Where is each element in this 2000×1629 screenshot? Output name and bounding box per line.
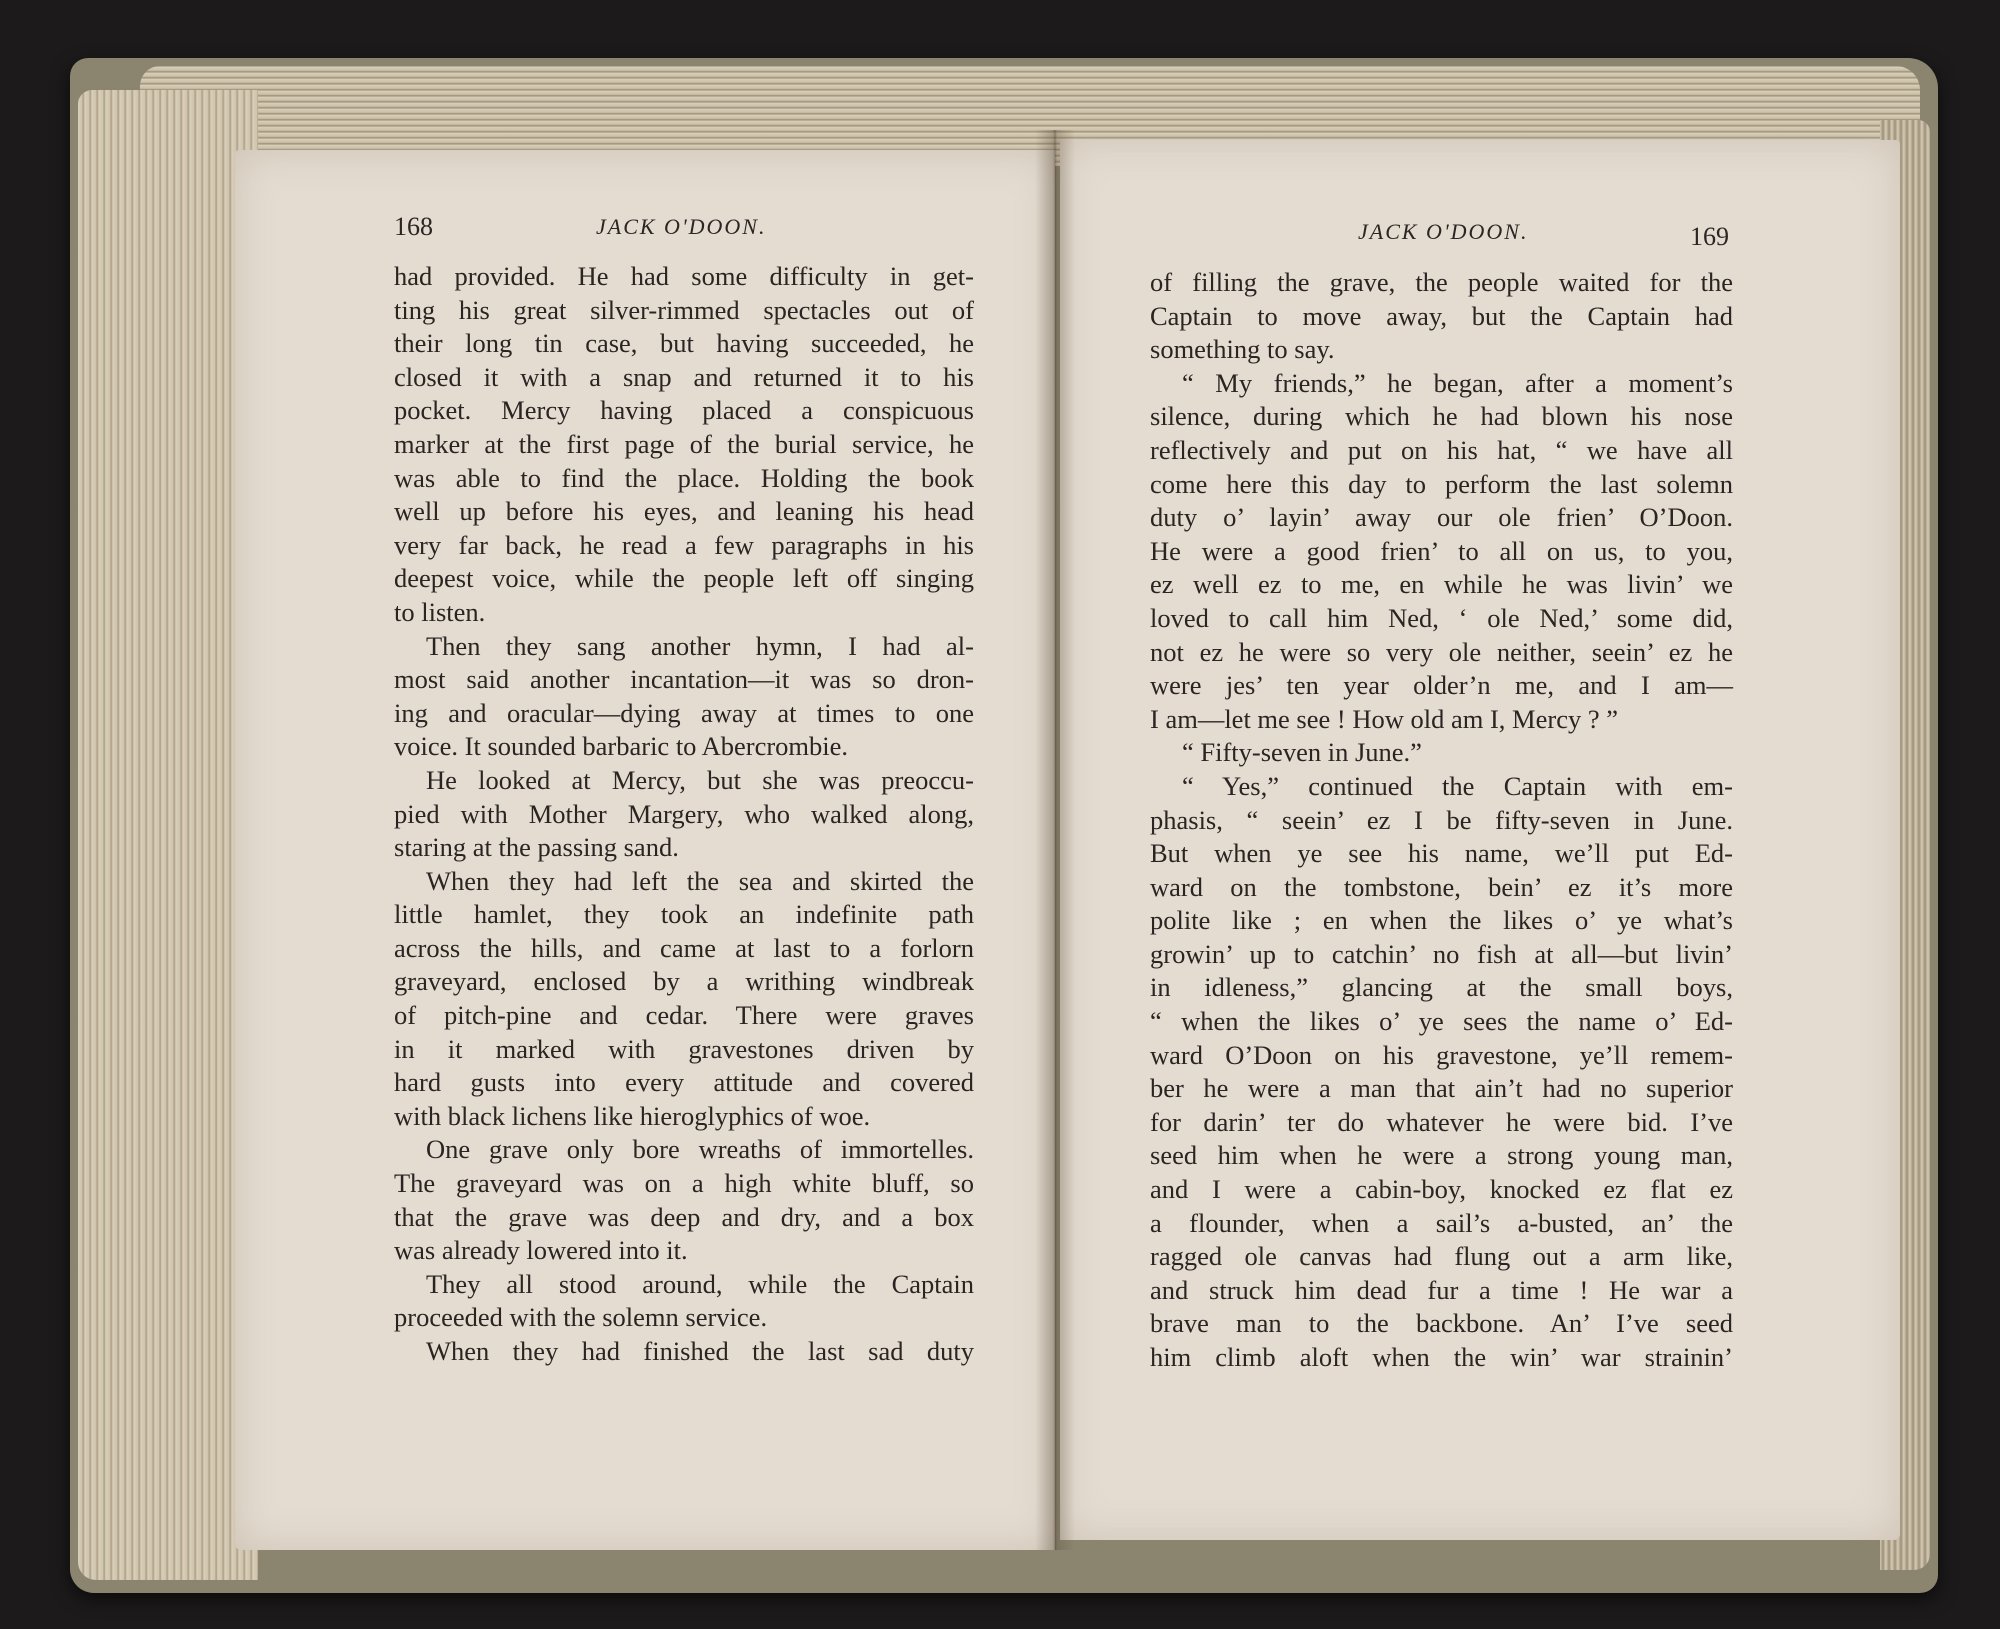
text-line: across the hills, and came at last to a forlorn [394, 932, 974, 963]
text-line: “ Yes,” continued the Captain with em- [1182, 770, 1733, 801]
text-line: ward O’Doon on his gravestone, ye’ll remem- [1150, 1039, 1733, 1070]
text-line: “ when the likes o’ ye sees the name o’ Ed- [1150, 1006, 1733, 1037]
text-line: a flounder, when a sail’s a-busted, an’ the [1150, 1207, 1733, 1238]
text-line: most said another incantation—it was so dron- [394, 664, 974, 695]
text-line: growin’ up to catchin’ no fish at all—but livin’ [1150, 938, 1733, 969]
text-line: little hamlet, they took an indefinite path [394, 899, 974, 930]
text-line: well up before his eyes, and leaning his head [394, 496, 974, 527]
text-line: not ez he were so very ole neither, seein’ ez he [1150, 636, 1733, 667]
left-running-title: JACK O'DOON. [596, 214, 767, 239]
text-line: pied with Mother Margery, who walked along, [394, 798, 974, 829]
text-line: of pitch-pine and cedar. There were graves [394, 1000, 974, 1031]
right-page-number: 169 [1690, 222, 1729, 251]
text-line: They all stood around, while the Captain [426, 1268, 974, 1299]
text-line: and I were a cabin-boy, knocked ez flat ez [1150, 1174, 1733, 1205]
text-line: and struck him dead fur a time ! He war a [1150, 1274, 1733, 1305]
right-running-title: JACK O'DOON. [1358, 219, 1529, 244]
text-line: The graveyard was on a high white bluff, so [394, 1168, 974, 1199]
text-line: pocket. Mercy having placed a conspicuous [394, 395, 974, 426]
text-line: that the grave was deep and dry, and a box [394, 1201, 974, 1232]
text-line: to listen. [394, 596, 486, 627]
text-line: voice. It sounded barbaric to Abercrombie. [394, 731, 849, 762]
left-page-text [394, 260, 974, 1369]
text-line: “ My friends,” he began, after a moment’s [1182, 367, 1733, 398]
text-line: polite like ; en when the likes o’ ye what’s [1150, 905, 1733, 936]
text-line: He were a good frien’ to all on us, to you, [1150, 535, 1733, 566]
text-line: of filling the grave, the people waited for the [1150, 267, 1733, 297]
text-line: very far back, he read a few paragraphs in his [394, 529, 974, 560]
text-line: in idleness,” glancing at the small boys, [1150, 972, 1733, 1003]
text-line: I am—let me see ! How old am I, Mercy ? ” [1150, 703, 1618, 734]
text-line: But when ye see his name, we’ll put Ed- [1150, 838, 1733, 869]
text-line: graveyard, enclosed by a writhing windbreak [394, 966, 974, 997]
page-edges-left [78, 90, 258, 1580]
text-line: ber he were a man that ain’t had no superior [1150, 1073, 1733, 1104]
text-line: One grave only bore wreaths of immortelles. [426, 1134, 974, 1165]
text-line: ing and oracular—dying away at times to one [394, 697, 974, 728]
text-line: ragged ole canvas had flung out a arm like, [1150, 1241, 1733, 1272]
text-line: duty o’ layin’ away our ole frien’ O’Doon. [1150, 502, 1733, 533]
text-line: When they had left the sea and skirted the [426, 865, 974, 896]
book-gutter [1035, 130, 1075, 1550]
text-line: closed it with a snap and returned it to his [394, 361, 974, 392]
text-line: Captain to move away, but the Captain had [1150, 300, 1733, 331]
text-line: their long tin case, but having succeeded, he [394, 328, 974, 359]
left-page-number: 168 [394, 212, 433, 241]
text-line: seed him when he were a strong young man, [1150, 1140, 1733, 1171]
text-line: for darin’ ter do whatever he were bid. I’ve [1150, 1106, 1733, 1137]
text-line: marker at the first page of the burial service, he [394, 428, 974, 459]
text-line: phasis, “ seein’ ez I be fifty-seven in June. [1150, 804, 1733, 835]
text-line: come here this day to perform the last solemn [1150, 468, 1733, 499]
text-line: ting his great silver-rimmed spectacles out of [394, 294, 974, 325]
text-line: loved to call him Ned, ‘ ole Ned,’ some did, [1150, 602, 1733, 633]
text-line: him climb aloft when the win’ war strainin’ [1150, 1342, 1733, 1372]
text-line: “ Fifty-seven in June.” [1182, 737, 1422, 768]
text-line: proceeded with the solemn service. [394, 1302, 768, 1333]
text-line: Then they sang another hymn, I had al- [426, 630, 974, 661]
text-line: reflectively and put on his hat, “ we have all [1150, 434, 1733, 465]
text-line: had provided. He had some difficulty in get- [394, 261, 974, 291]
text-line: with black lichens like hieroglyphics of woe. [394, 1100, 871, 1131]
text-line: ward on the tombstone, bein’ ez it’s more [1150, 871, 1733, 902]
text-line: staring at the passing sand. [394, 832, 679, 863]
text-line: brave man to the backbone. An’ I’ve seed [1150, 1308, 1733, 1339]
text-line: was able to find the place. Holding the book [394, 462, 974, 493]
right-page-text [1150, 266, 1733, 1375]
text-line: was already lowered into it. [394, 1235, 688, 1266]
text-line: ez well ez to me, en while he was livin’ we [1150, 569, 1733, 600]
text-line: in it marked with gravestones driven by [394, 1033, 974, 1064]
text-line: silence, during which he had blown his nose [1150, 401, 1733, 432]
text-line: something to say. [1150, 334, 1335, 365]
text-line: deepest voice, while the people left off singing [394, 563, 974, 594]
text-line: were jes’ ten year older’n me, and I am— [1150, 670, 1733, 701]
text-line: He looked at Mercy, but she was preoccu- [426, 764, 974, 795]
text-line: hard gusts into every attitude and covered [394, 1067, 974, 1098]
text-line: When they had finished the last sad duty [426, 1336, 974, 1366]
